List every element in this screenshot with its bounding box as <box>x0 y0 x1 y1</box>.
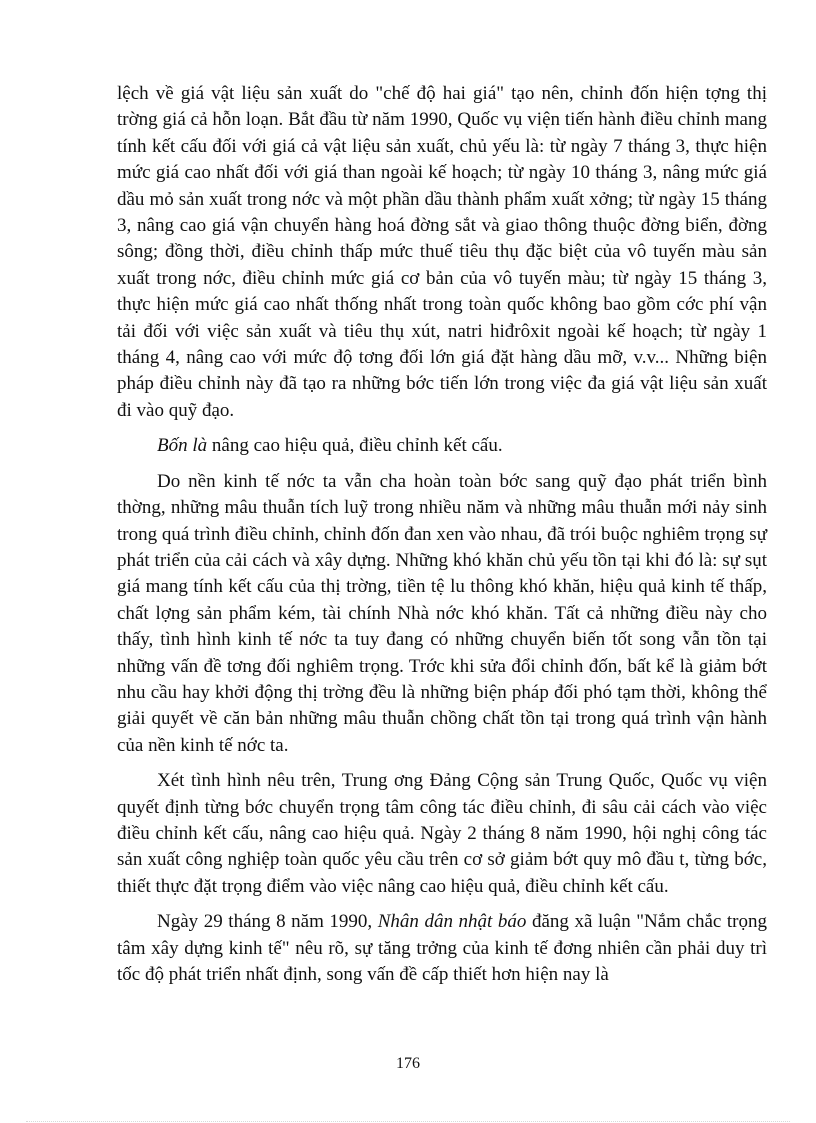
paragraph-2 <box>117 433 767 459</box>
paragraph-5-text: đăng xã luận "Nắm chắc trọng tâm xây dựng kinh tế" nêu rõ, sự tăng trởng của kinh tế đơng nhiên cần phải duy trì tốc độ phát triển nhất định, song vấn đề cấp thiết hơn hiện nay là <box>117 911 768 985</box>
paragraph-5 <box>117 909 767 988</box>
paragraph-1-text: lệch về giá vật liệu sản xuất do "chế độ hai giá" tạo nên, chỉnh đốn hiện tợng thị trờng giá cả hỗn loạn. Bắt đầu từ năm 1990, Quốc vụ viện tiến hành điều chỉnh mang tính kết cấu đối với giá cả vật liệu sản xuất, chủ yếu là: từ ngày 7 tháng 3, thực hiện mức giá cao nhất đối với giá than ngoài kế hoạch; từ ngày 10 tháng 3, nâng mức giá dầu mỏ sản xuất trong nớc và một phần dầu thành phẩm xuất xởng; từ ngày 15 tháng 3, nâng cao giá vận chuyển hàng hoá đờng sắt và giao thông thuộc đờng biển, đờng sông; đồng thời, điều chỉnh thấp mức thuế tiêu thụ đặc biệt của vô tuyến màu sản xuất trong nớc, điều chỉnh mức giá cơ bản của vô tuyến màu; từ ngày 15 tháng 3, thực hiện mức giá cao nhất thống nhất trong toàn quốc không bao gồm cớc phí vận tải đối với việc sản xuất và tiêu thụ xút, natri hiđrôxit ngoài kế hoạch; từ ngày 1 tháng 4, nâng cao với mức độ tơng đối lớn giá đặt hàng dầu mỡ, v.v... Những biện pháp điều chỉnh này đã tạo ra những bớc tiến lớn trong việc đa giá vật liệu sản xuất đi vào quỹ đạo. <box>117 83 767 421</box>
paragraph-2-text: nâng cao hiệu quả, điều chỉnh kết cấu. <box>207 435 503 457</box>
paragraph-4-text: Xét tình hình nêu trên, Trung ơng Đảng Cộng sản Trung Quốc, Quốc vụ viện quyết định từng bớc chuyển trọng tâm công tác điều chỉnh, đi sâu cải cách vào việc điều chỉnh kết cấu, nâng cao hiệu quả. Ngày 2 tháng 8 năm 1990, hội nghị công tác sản xuất công nghiệp toàn quốc yêu cầu trên cơ sở giảm bớt quy mô đầu t, từng bớc, thiết thực đặt trọng điểm vào việc nâng cao hiệu quả, điều chỉnh kết cấu. <box>117 770 767 897</box>
paragraph-3 <box>117 469 767 759</box>
paragraph-5-italic: Nhân dân nhật báo <box>377 911 527 933</box>
paragraph-5-before: Ngày 29 tháng 8 năm 1990, <box>157 911 378 933</box>
paragraph-4 <box>117 768 767 900</box>
page-bottom-rule <box>26 1121 790 1122</box>
page-number: 176 <box>396 1055 420 1072</box>
paragraph-1 <box>117 81 767 424</box>
page-body <box>117 81 767 988</box>
paragraph-3-text: Do nền kinh tế nớc ta vẫn cha hoàn toàn bớc sang quỹ đạo phát triển bình thờng, những mâu thuẫn tích luỹ trong nhiều năm và những mâu thuẫn mới nảy sinh trong quá trình điều chỉnh, chỉnh đốn đan xen vào nhau, đã trói buộc nghiêm trọng sự phát triển của cải cách và xây dựng. Những khó khăn chủ yếu tồn tại khi đó là: sự sụt giá mang tính kết cấu của thị trờng, tiền tệ lu thông khó khăn, hiệu quả kinh tế thấp, chất lợng sản phẩm kém, tài chính Nhà nớc khó khăn. Tất cả những điều này cho thấy, tình hình kinh tế nớc ta tuy đang có những chuyển biến tốt song vẫn tồn tại những vấn đề tơng đối nghiêm trọng. Trớc khi sửa đổi chỉnh đốn, bất kể là giảm bớt nhu cầu hay khởi động thị trờng đều là những biện pháp đối phó tạm thời, không thể giải quyết về căn bản những mâu thuẫn chồng chất tồn tại trong quá trình vận hành của nền kinh tế nớc ta. <box>117 470 767 756</box>
paragraph-2-lead: Bốn là <box>157 435 208 457</box>
